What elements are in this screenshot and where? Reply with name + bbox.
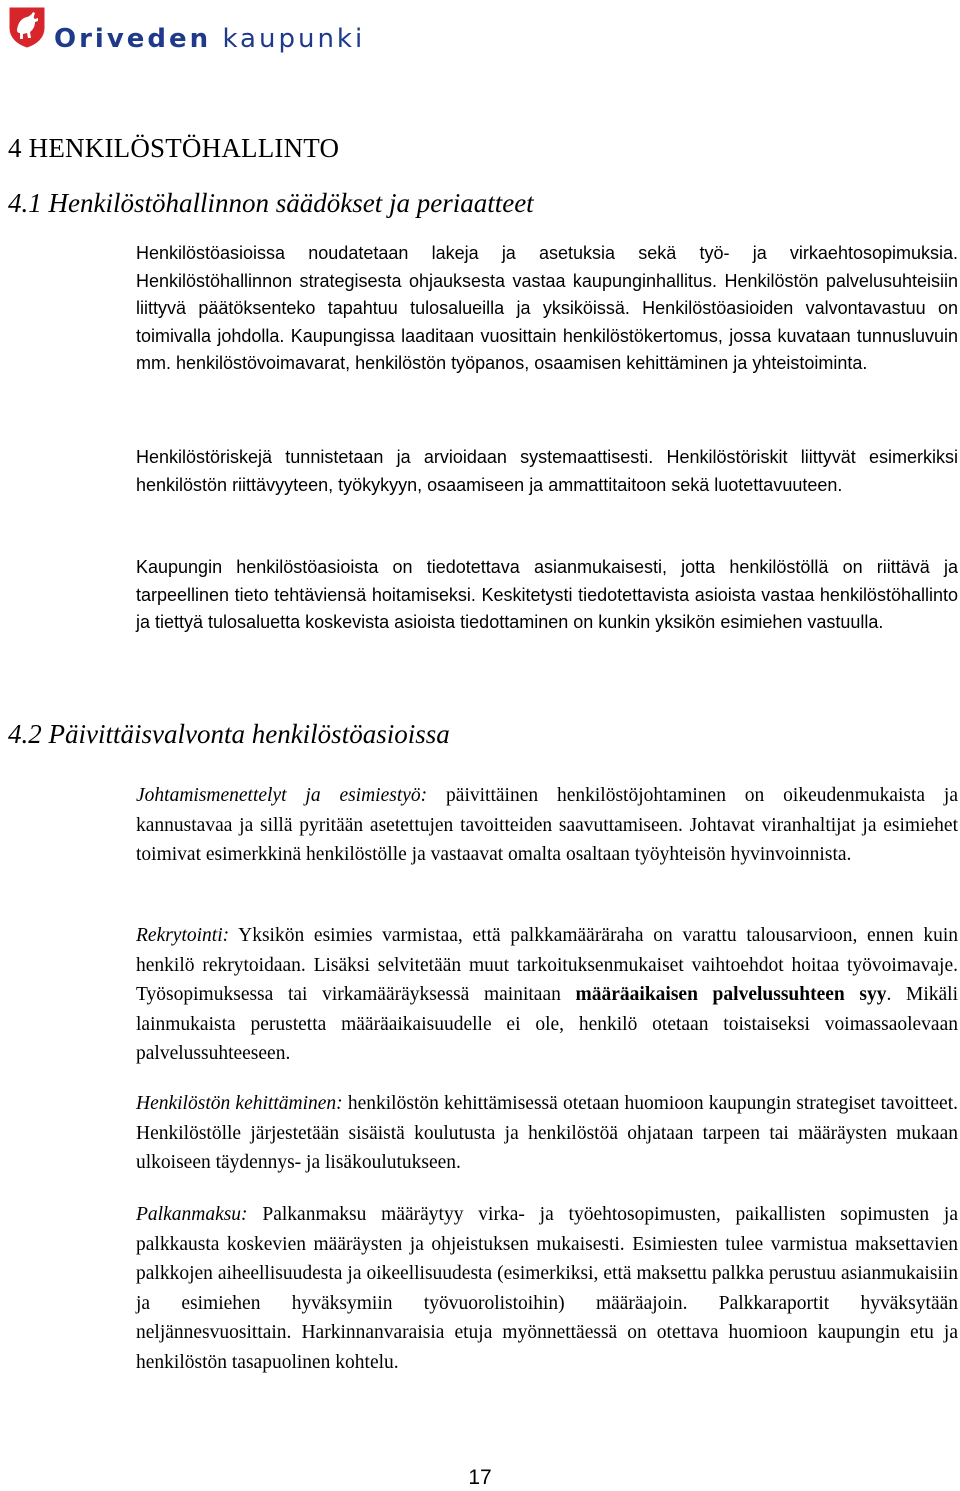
crest-icon bbox=[8, 6, 46, 48]
paragraph-payroll bbox=[136, 1200, 958, 1377]
paragraph-text: . Mikäli lainmukaista perustetta määräaikaisuudelle ei ole, henkilö otetaan toistaiseksi voimassaolevaan palvelussuhteeseen. bbox=[136, 984, 958, 1064]
subsection-1-title: 4.1 Henkilöstöhallinnon säädökset ja periaatteet bbox=[8, 188, 534, 218]
paragraph-communication: Kaupungin henkilöstöasioista on tiedotettava asianmukaisesti, jotta henkilöstöllä on riittävä ja tarpeellinen tieto tehtäviensä hoitamiseksi. Keskitetysti tiedotettavista asioista vastaa henkilöstöhallinto ja tiettyä tulosaluetta koskevista asioista tiedottaminen on kunkin yksikön esimiehen vastuulla. bbox=[136, 557, 958, 632]
paragraph-label: Johtamismenettelyt ja esimiestyö: bbox=[136, 785, 428, 806]
paragraph-management bbox=[136, 781, 958, 870]
logo-text-light: kaupunki bbox=[222, 24, 366, 54]
subsection-2-title: 4.2 Päivittäisvalvonta henkilöstöasioissa bbox=[8, 719, 450, 749]
paragraph-text: henkilöstön kehittämisessä otetaan huomioon kaupungin strategiset tavoitteet. Henkilöstölle järjestetään sisäistä koulutusta ja henkilöstöä ohjataan tarpeen tai määräysten mukaan ulkoiseen täydennys- ja lisäkoulutukseen. bbox=[136, 1093, 958, 1173]
paragraph-text: päivittäinen henkilöstöjohtaminen on oikeudenmukaista ja kannustavaa ja sillä pyritään asetettujen tavoitteiden saavuttamiseen. Johtavat viranhaltijat ja esimiehet toimivat esimerkkinä henkilöstölle ja vastaavat omalta osaltaan työyhteisön hyvinvoinnista. bbox=[136, 785, 958, 865]
logo-text-bold: Oriveden bbox=[54, 24, 212, 54]
paragraph-recruitment bbox=[136, 921, 958, 1069]
paragraph-label: Palkanmaksu: bbox=[136, 1204, 248, 1225]
paragraph-principles: Henkilöstöasioissa noudatetaan lakeja ja asetuksia sekä työ- ja virkaehtosopimuksia. Henkilöstöhallinnon strategisesta ohjauksesta vastaa kaupunginhallitus. Henkilöstön palvelusuhteisiin liittyvä päätöksenteko tapahtuu tulosalueilla ja yksiköissä. Henkilöstöasioiden valvontavastuu on toimivalla johdolla. Kaupungissa laaditaan vuosittain henkilöstökertomus, jossa kuvataan tunnusluvuin mm. henkilöstövoimavarat, henkilöstön työpanos, osaamisen kehittäminen ja yhteistoiminta. bbox=[136, 243, 958, 373]
logo-wordmark bbox=[54, 26, 365, 52]
city-logo bbox=[8, 6, 428, 56]
section-title: 4 HENKILÖSTÖHALLINTO bbox=[8, 133, 340, 163]
paragraph-label: Rekrytointi: bbox=[136, 925, 230, 946]
emphasis-text: määräaikaisen palvelussuhteen syy bbox=[575, 984, 887, 1005]
paragraph-risks: Henkilöstöriskejä tunnistetaan ja arvioidaan systemaattisesti. Henkilöstöriskit liittyvät esimerkiksi henkilöstön riittävyyteen, työkykyyn, osaamiseen ja ammattitaitoon sekä luotettavuuteen. bbox=[136, 447, 958, 495]
paragraph-text: Yksikön esimies varmistaa, että palkkamääräraha on varattu talousarvioon, ennen kuin henkilö rekrytoidaan. Lisäksi selvitetään muut tarkoituksenmukaiset vaihtoehdot hoitaa työvoimavaje. Työsopimuksessa tai virkamääräyksessä mainitaan bbox=[136, 925, 958, 1005]
page-number: 17 bbox=[468, 1466, 492, 1489]
paragraph-development bbox=[136, 1089, 958, 1178]
paragraph-label: Henkilöstön kehittäminen: bbox=[136, 1093, 343, 1114]
paragraph-text: Palkanmaksu määräytyy virka- ja työehtosopimusten, paikallisten sopimusten ja palkkausta koskevien määräysten ja ohjeistuksen mukaisesti. Esimiesten tulee varmistua maksettavien palkkojen aiheellisuudesta ja oikeellisuudesta (esimerkiksi, että maksettu palkka perustuu asianmukaisiin ja esimiehen hyväksymiin työvuorolistoihin) määräajoin. Palkkaraportit hyväksytään neljännesvuosittain. Harkinnanvaraisia etuja myönnettäessä on otettava huomioon kaupungin etu ja henkilöstön tasapuolinen kohtelu. bbox=[136, 1204, 958, 1373]
